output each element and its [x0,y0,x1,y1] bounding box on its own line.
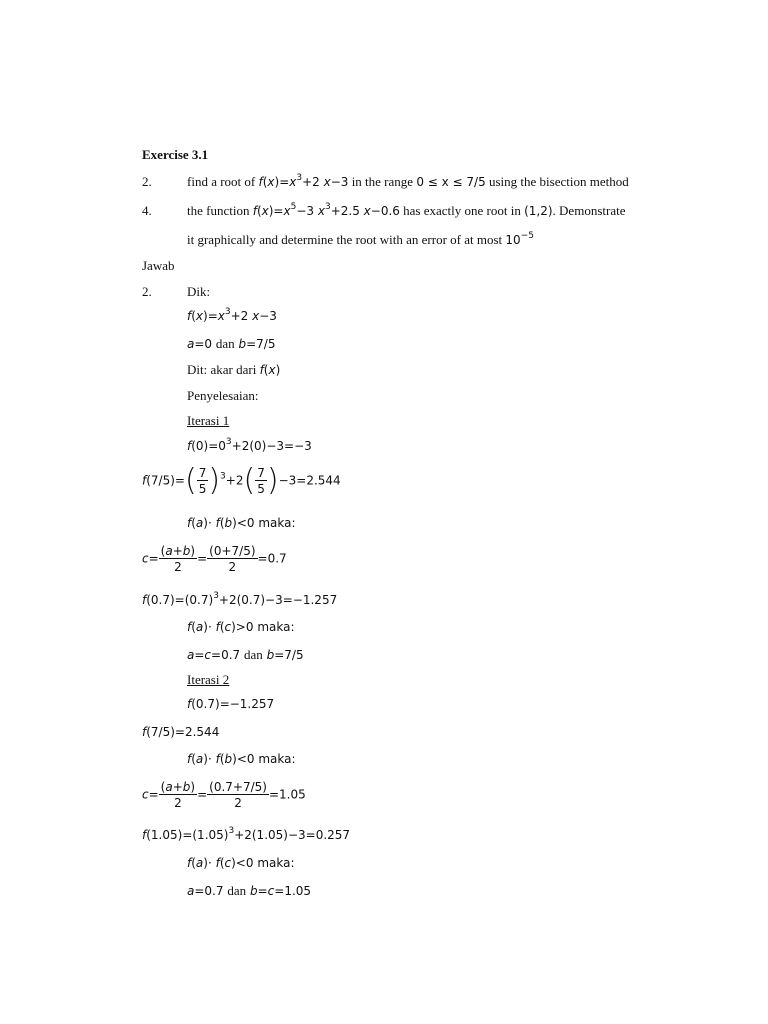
problem-2-post2: using the bisection method [485,174,629,189]
iter1-f-c: $f(0.7)=(0.7)^3+2(0.7)-3=-1.257$ [142,591,338,607]
problem-4-post: has exactly one root in [399,203,525,218]
iter2-sign-check-2: f(a)· f(c)<0 maka: [187,856,295,870]
iter1-sign-check-2: f(a)· f(c)>0 maka: [187,620,295,634]
iteration-1-heading: Iterasi 1 [187,413,230,428]
problem-2-pre: find a root of [187,174,259,189]
solution-label: Penyelesaian: [187,388,259,403]
problem-4-text [187,204,625,217]
problem-4-post2: . Demonstrate [552,203,626,218]
iteration-2-heading: Iterasi 2 [187,672,230,687]
problem-2-post: in the range [348,174,417,189]
answer-label: Jawab [142,258,175,273]
problem-4-function: $f(x)=x^5-3$ $x^3+2.5$ x−0.6 [252,202,400,218]
exercise-title: Exercise 3.1 [142,147,209,162]
iter1-midpoint: c= $\frac{(a+b)}{2}$ = $\frac{(0+7/5)}{2}$ =0.7 [142,544,287,574]
iter2-f-b: f(7/5)=2.544 [142,725,220,739]
problem-4-number: 4. [142,203,152,218]
problem-2-function: $f(x)=x^3+2$ x−3 [258,173,349,189]
iter2-sign-check: f(a)· f(b)<0 maka: [187,752,296,766]
problem-2-text [187,175,629,188]
iter1-f-b: f(7/5)=( $\frac{7}{5}$ )$^3$+2( $\frac{7}{5}$ )−3=2.544 [142,463,341,498]
asked-label: Dit: akar dari f(x) [187,362,281,377]
iter2-f-a: f(0.7)=−1.257 [187,697,275,711]
problem-2-number: 2. [142,174,152,189]
given-interval: a=0 dan b=7/5 [187,336,276,351]
known-label: Dik: [187,284,211,299]
problem-2-range: 0 ≤ x ≤ 7/5 [416,175,486,189]
problem-4-line2 [187,233,534,246]
iter1-update: a=c=0.7 dan b=7/5 [187,647,304,662]
problem-4-pre: the function [187,203,253,218]
problem-4-line2-text: it graphically and determine the root with an error of at most [187,232,506,247]
solution-number: 2. [142,284,152,299]
iter1-sign-check: f(a)· f(b)<0 maka: [187,516,296,530]
given-function: $f(x)=x^3+2$ x−3 [187,307,277,323]
problem-4-interval: (1,2) [524,204,553,218]
problem-4-tolerance: $10^{-5}$ [505,231,534,247]
iter2-update: a=0.7 dan b=c=1.05 [187,883,312,898]
iter1-f-a: $f(0)=0^3+2(0)-3=-3$ [187,437,312,453]
iter2-midpoint: c= $\frac{(a+b)}{2}$ = $\frac{(0.7+7/5)}{2}$ =1.05 [142,780,306,810]
iter2-f-c: $f(1.05)=(1.05)^3+2(1.05)-3=0.257$ [142,826,351,842]
